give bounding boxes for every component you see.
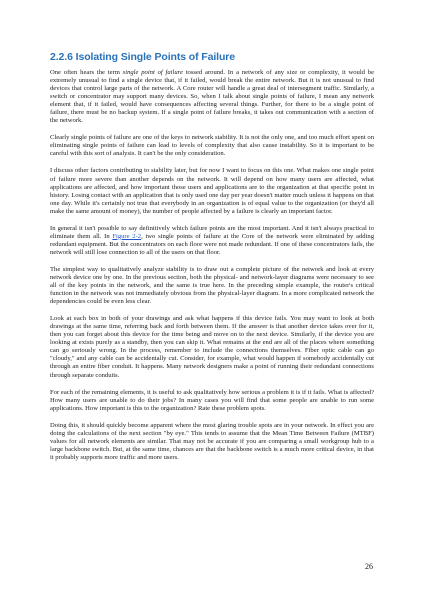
figure-link[interactable]: Figure 2-2 <box>112 232 142 240</box>
p4-text-before: In general it isn't possible to say definitively which failure points are the most important. And it isn't always practical to eliminate them all. In <box>50 224 374 240</box>
paragraph-5: The simplest way to qualitatively analyze stability is to draw out a complete picture of the network and look at every network device one by one. In the previous section, both the physical- and network-layer diagrams were necessary to see all of the key points in the network, and the same is true here. In the preceding simple example, the router's critical function in the network was not immediately obvious from the physical-layer diagram. In a more complicated network the dependencies could be even less clear. <box>50 265 374 306</box>
paragraph-7: For each of the remaining elements, it is useful to ask qualitatively how serious a problem it is if it fails. What is affected? How many users are unable to do their jobs? In many cases you will find that some people are unable to run some applications. How important is this to the organization? Rate these problem spots. <box>50 388 374 412</box>
p1-text-before: One often hears the term <box>50 69 123 76</box>
p1-emphasis: single point of failure <box>122 69 183 76</box>
p4-text-after: , two single points of failure at the Core of the network were eliminated by adding redundant equipment. But the concentrators on each floor were not made redundant. If one of these concentrators fails, the network will still lose connection to all of the users on that floor. <box>50 232 374 256</box>
page-number: 26 <box>365 562 373 571</box>
paragraph-6: Look at each box in both of your drawings and ask what happens if this device fails. You may want to look at both drawings at the same time, referring back and forth between them. If the answer is that another device takes over for it, then you can forget about this device for the time being and move on to the next device. Similarly, if the device you are looking at exists purely as a standby, then you can skip it. What remains at the end are all of the places where something can go seriously wrong. In the process, remember to include the connections themselves. Fiber optic cable can go "cloudy," and any cable can be accidentally cut. Consider, for example, what would happen if somebody accidentally cut through an entire fiber conduit. It happens. Many network designers make a point of running their redundant connections through separate conduits. <box>50 315 374 379</box>
paragraph-4 <box>50 225 374 257</box>
body-text <box>50 69 374 471</box>
paragraph-2: Clearly single points of failure are one of the keys to network stability. It is not the only one, and too much effort spent on eliminating single points of failure can lead to levels of complexity that also cause instability. So it is important to be careful with this sort of analysis. It can't be the only consideration. <box>50 134 374 158</box>
paragraph-1 <box>50 69 374 125</box>
paragraph-8: Doing this, it should quickly become apparent where the most glaring trouble spots are in your network. In effect you are doing the calculations of the next section "by eye." This tends to assume that the Mean Time Between Failure (MTBF) values for all network elements are similar. That may not be accurate if you are comparing a small workgroup hub to a large backbone switch. But, at the same time, chances are that the backbone switch is a much more critical device, in that it probably supports more traffic and more users. <box>50 421 374 461</box>
p1-text-after: tossed around. In a network of any size or complexity, it would be extremely unusual to find a single device that, if it failed, would break the entire network. But it is not unusual to find devices that control large parts of the network. A Core router will handle a great deal of intersegment traffic. Similarly, a switch or concentrator may support many devices. So, when I talk about single points of failure, I mean any network element that, if it failed, would have consequences affecting several things. Further, for there to be a single point of failure, there must be no backup system. If a single point of failure breaks, it takes out communication with a section of the network. <box>50 69 375 125</box>
section-heading: 2.2.6 Isolating Single Points of Failure <box>50 51 236 63</box>
paragraph-3: I discuss other factors contributing to stability later, but for now I want to focus on this one. What makes one single point of failure more severe than another depends on the network. It will depend on how many users are affected, what applications are affected, and how important those users and applications are to the organization at that specific point in history. Losing contact with an application that is only used one day per year doesn't matter much unless it happens on that one day. While it's certainly not true that everybody in an organization is of equal value to the organization (or they'd all make the same amount of money), the number of people affected by a failure is clearly an important factor. <box>50 167 374 215</box>
